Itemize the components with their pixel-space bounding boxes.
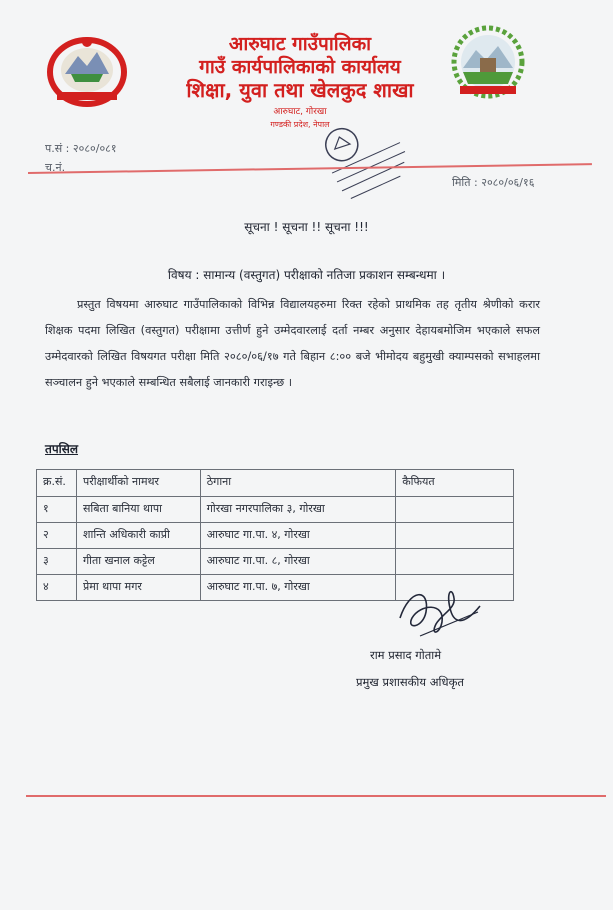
footer-divider xyxy=(26,795,606,797)
col-serial: क्र.सं. xyxy=(37,470,77,497)
cell-name: प्रेमा थापा मगर xyxy=(76,575,200,601)
office-stamp xyxy=(318,118,414,204)
col-address: ठेगाना xyxy=(200,470,396,497)
table-row xyxy=(37,497,514,523)
col-name: परीक्षार्थीको नामथर xyxy=(76,470,200,497)
signatory-designation: प्रमुख प्रशासकीय अधिकृत xyxy=(356,675,464,689)
header-divider xyxy=(28,163,592,174)
cell-address: आरुघाट गा.पा. ८, गोरखा xyxy=(200,549,396,575)
cell-remarks xyxy=(396,497,514,523)
municipality-name: आरुघाट गाउँपालिका xyxy=(228,33,372,55)
table-header-row xyxy=(37,470,514,497)
notice-body: प्रस्तुत विषयमा आरुघाट गाउँपालिकाको विभिन्न विद्यालयहरुमा रिक्त रहेको प्राथमिक तह तृतीय श्रेणीको करार शिक्षक पदमा लिखित (वस्तुगत) परीक्षामा उत्तीर्ण हुने उम्मेदवारलाई दर्ता नम्बर अनुसार देहायबमोजिम भएकाले सफल उम्मेदवारको लिखित विषयगत परीक्षा मिति २०८०/०६/१७ गते बिहान ८:०० बजे भीमोदय बहुमुखी क्याम्पसको सभाहलमा सञ्चालन हुने भएकाले सम्बन्धित सबैलाई जानकारी गराइन्छ । xyxy=(45,298,540,389)
municipality-logo xyxy=(446,22,530,102)
cell-name: सबिता बानिया थापा xyxy=(76,497,200,523)
dispatch-number: च.नं. xyxy=(45,161,66,174)
cell-serial: १ xyxy=(37,497,77,523)
letter-date: मिति : २०८०/०६/१६ xyxy=(452,176,535,189)
table-row xyxy=(37,523,514,549)
tapsil-heading: तपसिल xyxy=(45,442,79,456)
cell-remarks xyxy=(396,523,514,549)
section-name: शिक्षा, युवा तथा खेलकुद शाखा xyxy=(186,78,414,102)
cell-serial: ३ xyxy=(37,549,77,575)
address-line: आरुघाट, गोरखा xyxy=(273,107,327,117)
cell-address: आरुघाट गा.पा. ४, गोरखा xyxy=(200,523,396,549)
cell-name: शान्ति अधिकारी काप्री xyxy=(76,523,200,549)
subject-line: विषय : सामान्य (वस्तुगत) परीक्षाको नतिजा प्रकाशन सम्बन्धमा । xyxy=(167,268,446,282)
office-name: गाउँ कार्यपालिकाको कार्यालय xyxy=(199,56,401,78)
cell-serial: ४ xyxy=(37,575,77,601)
nepal-emblem-logo xyxy=(45,30,129,110)
col-remarks: कैफियत xyxy=(396,470,514,497)
cell-address: आरुघाट गा.पा. ७, गोरखा xyxy=(200,575,396,601)
cell-name: गीता खनाल कट्टेल xyxy=(76,549,200,575)
cell-address: गोरखा नगरपालिका ३, गोरखा xyxy=(200,497,396,523)
province-line: गण्डकी प्रदेश, नेपाल xyxy=(270,120,330,129)
table-row xyxy=(37,549,514,575)
reference-number: प.सं : २०८०/०८१ xyxy=(45,142,117,155)
cell-serial: २ xyxy=(37,523,77,549)
cell-remarks xyxy=(396,549,514,575)
signatory-name: राम प्रसाद गोतामे xyxy=(370,648,442,662)
signature xyxy=(390,578,490,648)
notice-heading: सूचना ! सूचना !! सूचना !!! xyxy=(244,220,369,234)
